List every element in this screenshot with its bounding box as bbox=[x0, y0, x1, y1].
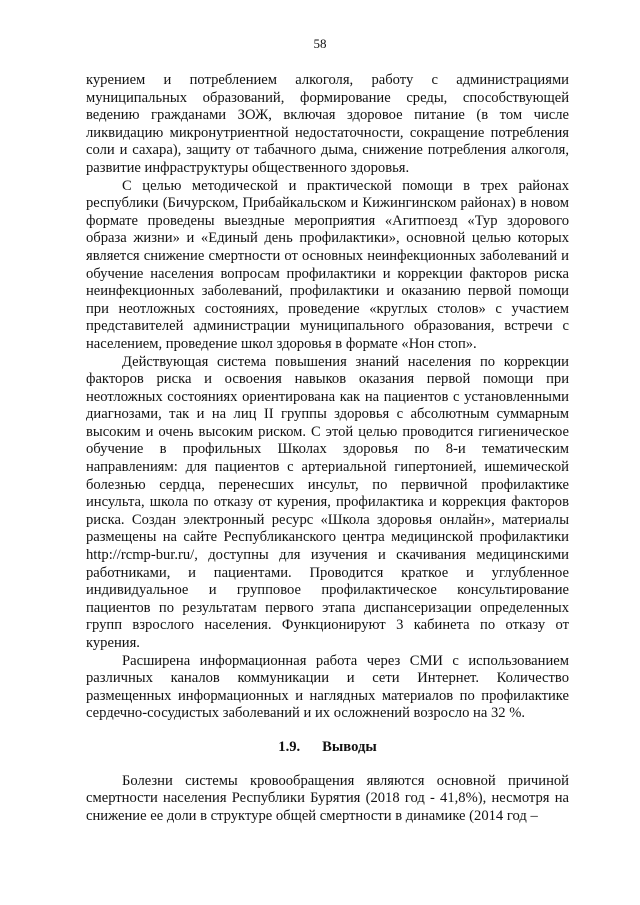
paragraph-conclusions: Болезни системы кровообращения являются основной причиной смертности населения Республики Бурятия (2018 год - 41,8%), несмотря на снижение ее доли в структуре общей смертности в динамике (2014 год – bbox=[86, 772, 569, 824]
page-number: 58 bbox=[313, 36, 327, 51]
paragraph-continuation: курением и потреблением алкоголя, работу с администрациями муниципальных образований, формирование среды, способствующей ведению гражданами ЗОЖ, включая здоровое питание (в том числе ликвидацию микронутриентной недостаточности, сокращение потребления соли и сахара), защиту от табачного дыма, снижение потребления алкоголя, развитие инфраструктуры общественного здоровья. bbox=[86, 72, 569, 176]
paragraph-media-work: Расширена информационная работа через СМИ с использованием различных каналов коммуникации и сети Интернет. Количество размещенных информационных и наглядных материалов по профилактике сердечно-сосудистых заболеваний и их осложнений возросло на 32 %. bbox=[86, 652, 569, 722]
section-number: 1.9. bbox=[278, 738, 301, 755]
paragraph-field-events: С целью методической и практической помощи в трех районах республики (Бичурском, Прибайкальском и Кижингинском районах) в новом формате проведены выездные мероприятия «Агитпоезд «Тур здорового образа жизни» и «Единый день профилактики», основной целью которых является снижение смертности от основных неинфекционных заболеваний и обучение населения вопросам профилактики и коррекции факторов риска неинфекционных заболеваний, профилактики и оказанию первой помощи при неотложных состояниях, проведение «круглых столов» с участием представителей администрации муниципального образования, встречи с населением, проведение школ здоровья в формате «Нон стоп». bbox=[86, 177, 569, 352]
section-title: Выводы bbox=[322, 738, 377, 755]
paragraph-health-schools: Действующая система повышения знаний населения по коррекции факторов риска и освоения навыков оказания первой помощи при неотложных состояниях ориентирована как на пациентов с установленными диагнозами, так и на лиц II группы здоровья с абсолютным суммарным высоким и очень высоким риском. С этой целью проводится гигиеническое обучение в профильных Школах здоровья по 8-и тематическим направлениям: для пациентов с артериальной гипертонией, ишемической болезнью сердца, перенесших инсульт, по первичной профилактике инсульта, школа по отказу от курения, профилактика и коррекция факторов риска. Создан электронный ресурс «Школа здоровья онлайн», материалы размещены на сайте Республиканского центра медицинской профилактики http://rcmp-bur.ru/, доступны для изучения и скачивания медицинскими работниками, и пациентами. Проводится краткое и углубленное индивидуальное и групповое профилактическое консультирование пациентов по результатам первого этапа диспансеризации определенных групп взрослого населения. Функционируют 3 кабинета по отказу от курения. bbox=[86, 353, 569, 651]
section-heading bbox=[86, 739, 569, 757]
page-content bbox=[86, 72, 569, 825]
